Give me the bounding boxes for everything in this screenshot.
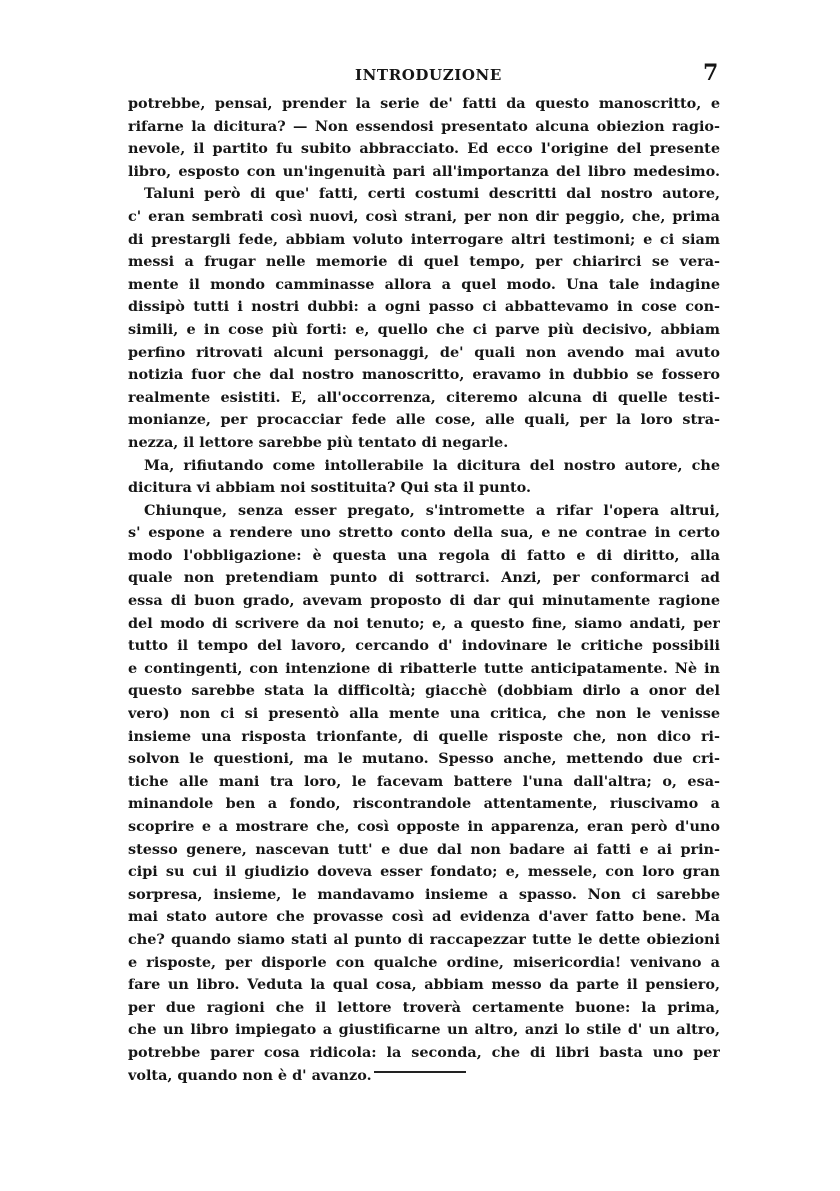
section-end-rule xyxy=(374,1071,466,1073)
paragraph-last-line: volta, quando non è d' avanzo. xyxy=(128,1066,372,1084)
text-line: potrebbe, pensai, prender la serie de' fatti da questo manoscritto, e xyxy=(128,95,720,112)
text-line: quale non pretendiam punto di sottrarci. Anzi, per conformarci ad xyxy=(128,569,720,587)
text-line: questo sarebbe stata la difficoltà; giacchè (dobbiam dirlo a onor del xyxy=(128,682,720,700)
text-line: per due ragioni che il lettore troverà certamente buone: la prima, xyxy=(128,998,720,1016)
text-line: realmente esistiti. E, all'occorrenza, citeremo alcuna di quelle testi- xyxy=(128,388,720,406)
text-line: insieme una risposta trionfante, di quelle risposte che, non dico ri- xyxy=(128,727,720,745)
text-line: monianze, per procacciar fede alle cose, alle quali, per la loro stra- xyxy=(128,411,720,429)
text-line: mai stato autore che provasse così ad evidenza d'aver fatto bene. Ma xyxy=(128,908,720,926)
paragraph-first-line: Taluni però di que' fatti, certi costumi descritti dal nostro autore, xyxy=(144,185,720,203)
text-line: scoprire e a mostrare che, così opposte in apparenza, eran però d'uno xyxy=(128,818,720,835)
text-line: tiche alle mani tra loro, le facevam battere l'una dall'altra; o, esa- xyxy=(128,772,720,790)
text-line: notizia fuor che dal nostro manoscritto, eravamo in dubbio se fossero xyxy=(128,366,720,384)
text-line: stesso genere, nascevan tutt' e due dal non badare ai fatti e ai prin- xyxy=(128,840,720,858)
paragraph-last-line: nezza, il lettore sarebbe più tentato di negarle. xyxy=(128,433,509,451)
text-line: e contingenti, con intenzione di ribatterle tutte anticipatamente. Nè in xyxy=(128,659,720,677)
text-line: messi a frugar nelle memorie di quel tempo, per chiarirci se vera- xyxy=(128,253,720,271)
body-text xyxy=(128,93,720,1087)
text-line: del modo di scrivere da noi tenuto; e, a questo fine, siamo andati, per xyxy=(128,614,720,632)
text-line: cipi su cui il giudizio doveva esser fondato; e, messele, con loro gran xyxy=(128,863,720,881)
text-line: nevole, il partito fu subito abbracciato. Ed ecco l'origine del presente xyxy=(128,140,720,158)
page-number: 7 xyxy=(703,60,719,86)
paragraph-first-line: Ma, rifiutando come intollerabile la dicitura del nostro autore, che xyxy=(144,456,720,474)
text-line: c' eran sembrati così nuovi, così strani, per non dir peggio, che, prima xyxy=(128,207,720,225)
text-line: potrebbe parer cosa ridicola: la seconda, che di libri basta uno per xyxy=(128,1043,720,1061)
paragraph-last-line: dicitura vi abbiam noi sostituita? Qui sta il punto. xyxy=(128,479,532,497)
text-line: modo l'obbligazione: è questa una regola di fatto e di diritto, alla xyxy=(128,546,720,564)
text-line: rifarne la dicitura? — Non essendosi presentato alcuna obiezion ragio- xyxy=(128,117,720,135)
text-line: mente il mondo camminasse allora a quel modo. Una tale indagine xyxy=(128,275,720,293)
text-line: solvon le questioni, ma le mutano. Spesso anche, mettendo due cri- xyxy=(128,750,720,768)
text-line: s' espone a rendere uno stretto conto della sua, e ne contrae in certo xyxy=(128,524,720,542)
text-line: minandole ben a fondo, riscontrandole attentamente, riuscivamo a xyxy=(128,795,720,813)
text-line: di prestargli fede, abbiam voluto interrogare altri testimoni; e ci siam xyxy=(128,230,720,248)
text-line: simili, e in cose più forti: e, quello che ci parve più decisivo, abbiam xyxy=(128,320,720,338)
text-line: che un libro impiegato a giustificarne un altro, anzi lo stile d' un altro, xyxy=(128,1021,720,1039)
paragraph-first-line: Chiunque, senza esser pregato, s'intromette a rifar l'opera altrui, xyxy=(144,501,720,519)
text-line: sorpresa, insieme, le mandavamo insieme a spasso. Non ci sarebbe xyxy=(128,885,720,903)
running-title: INTRODUZIONE xyxy=(355,66,502,84)
text-line: e risposte, per disporle con qualche ordine, misericordia! venivano a xyxy=(128,953,720,971)
text-line: vero) non ci si presentò alla mente una critica, che non le venisse xyxy=(128,705,720,723)
text-line: che? quando siamo stati al punto di raccapezzar tutte le dette obiezioni xyxy=(128,930,720,948)
text-line: perfino ritrovati alcuni personaggi, de' quali non avendo mai avuto xyxy=(128,343,720,361)
text-line: libro, esposto con un'ingenuità pari all'importanza del libro medesimo. xyxy=(128,162,720,180)
text-line: essa di buon grado, avevam proposto di dar qui minutamente ragione xyxy=(128,592,720,610)
text-line: fare un libro. Veduta la qual cosa, abbiam messo da parte il pensiero, xyxy=(128,976,720,994)
text-line: dissipò tutti i nostri dubbi: a ogni passo ci abbattevamo in cose con- xyxy=(128,298,720,316)
text-line: tutto il tempo del lavoro, cercando d' indovinare le critiche possibili xyxy=(128,637,720,655)
